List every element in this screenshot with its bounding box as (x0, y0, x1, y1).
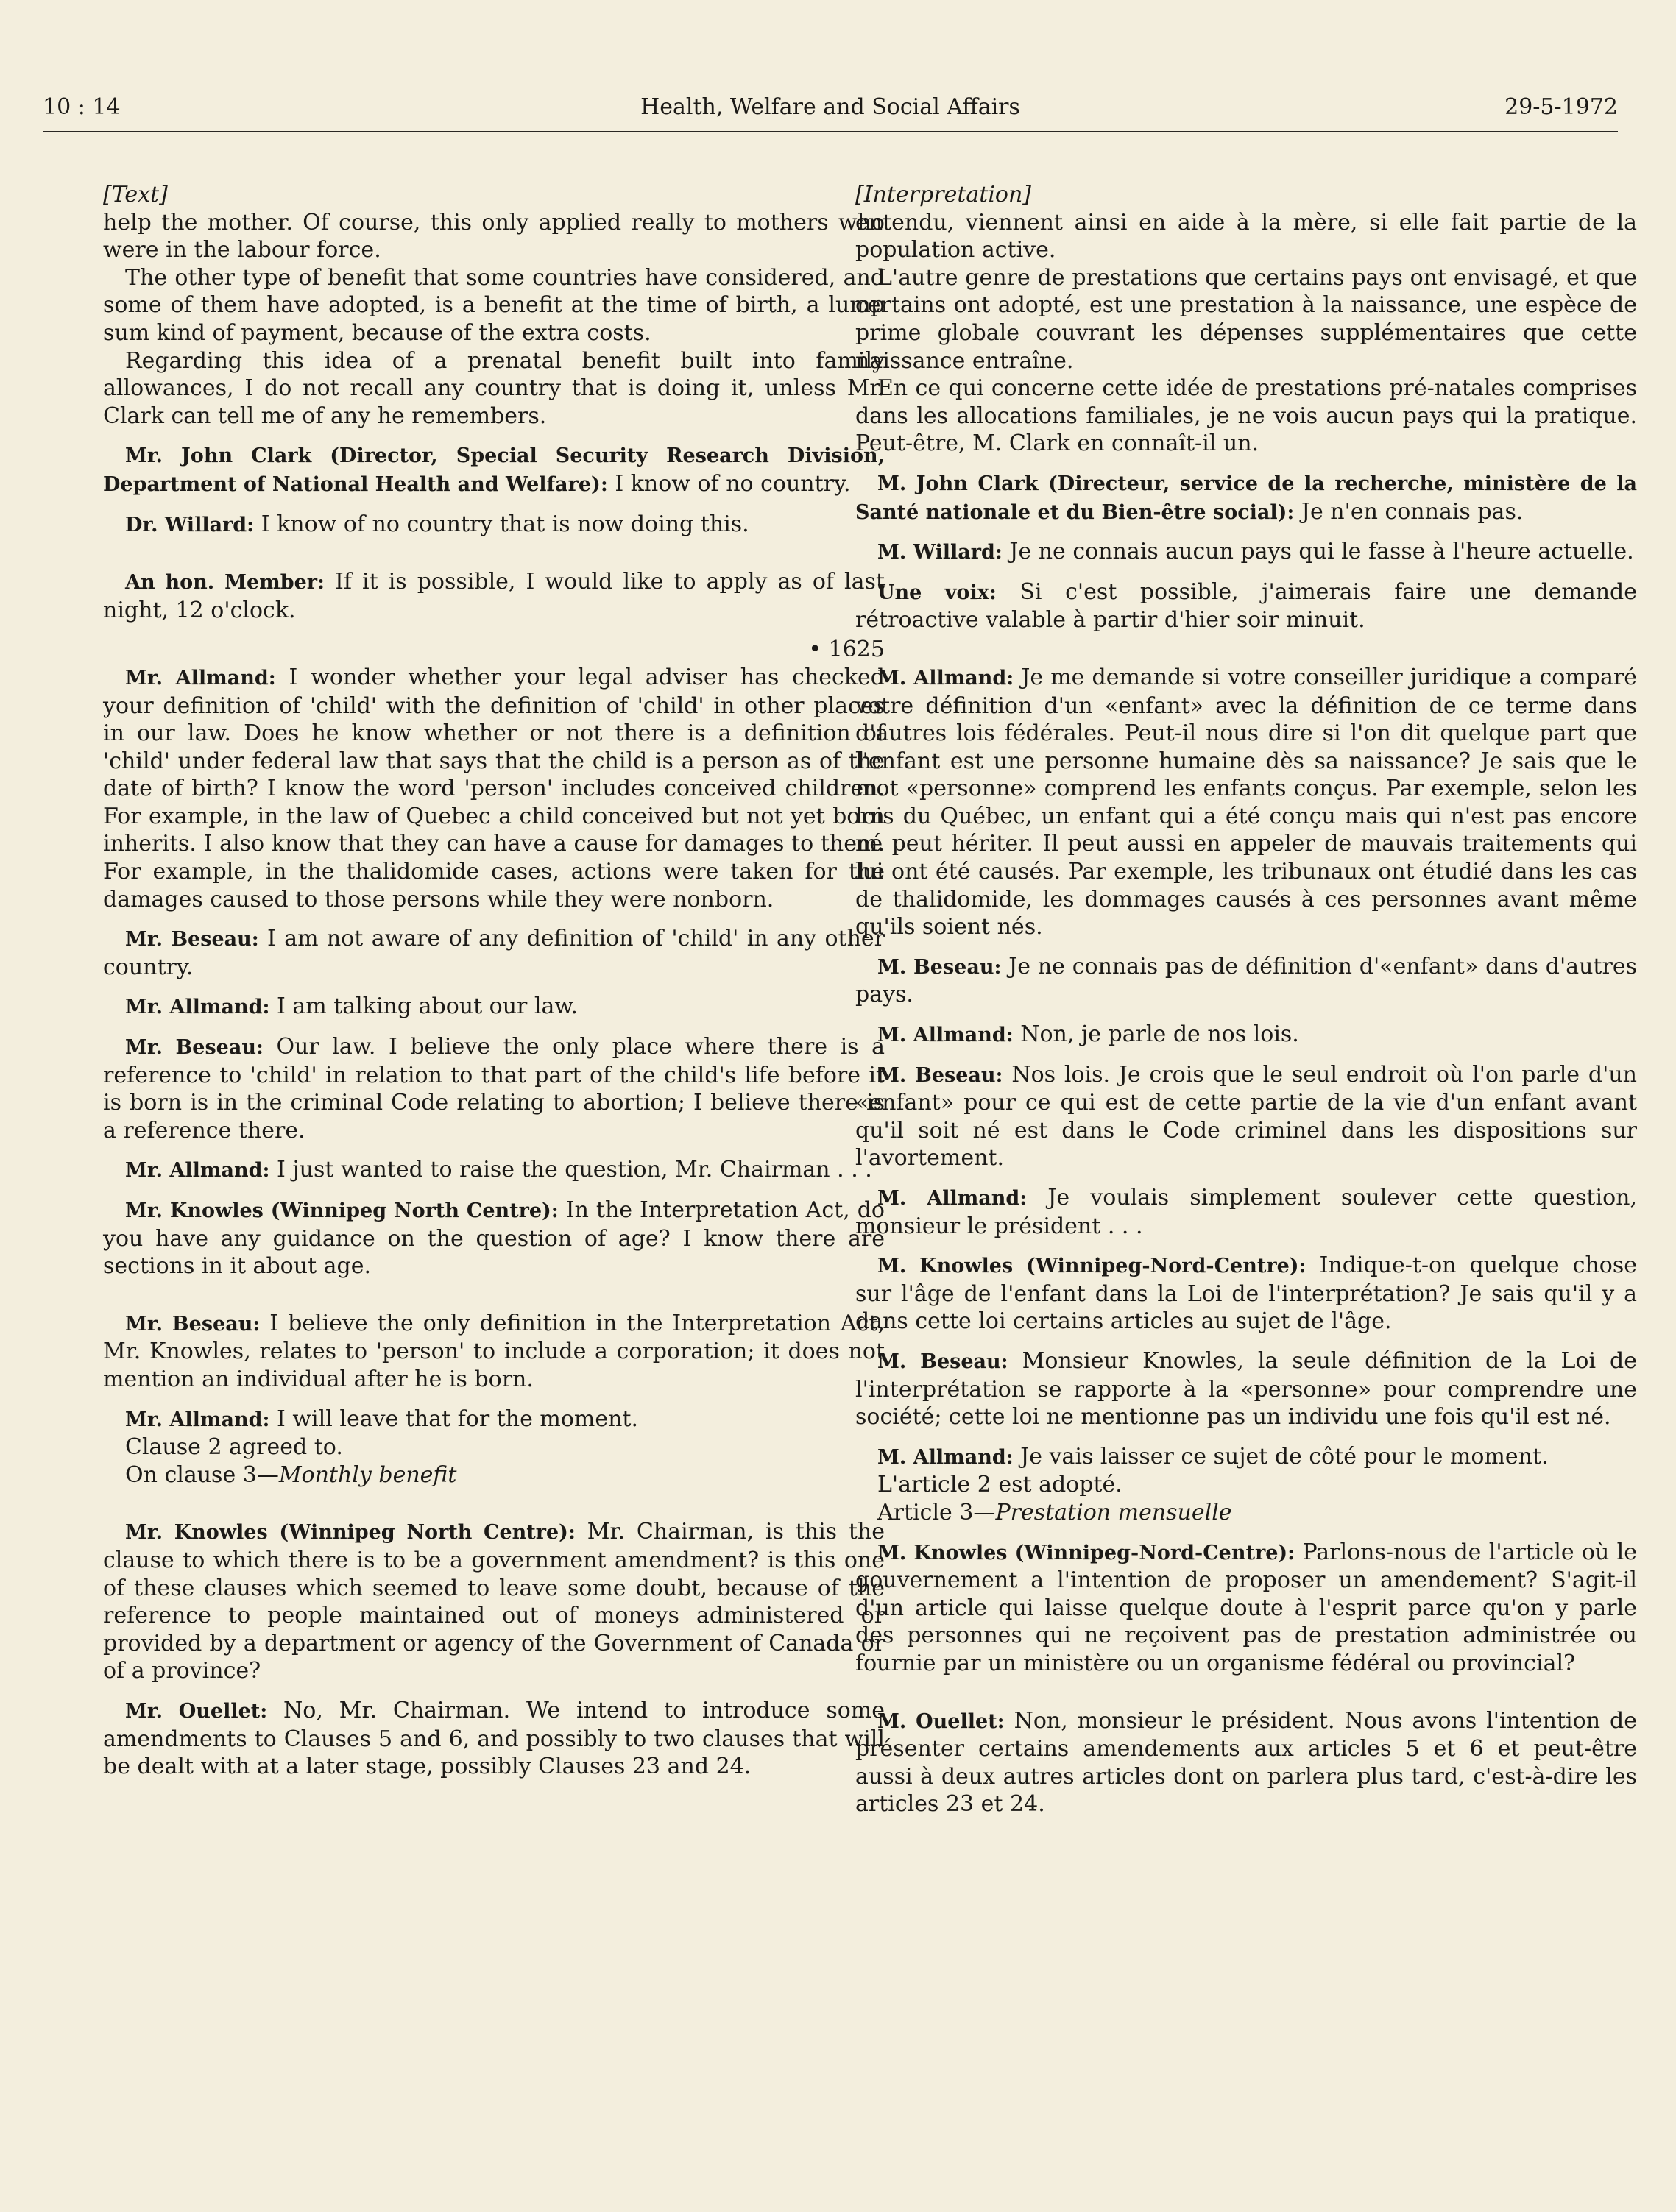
clause-title: Prestation mensuelle (995, 1499, 1232, 1525)
speech-text: In the Interpretation Act, do you have any guidance on the question of age? I know there are sections in it about age. (103, 1197, 885, 1280)
speech-text: No, Mr. Chairman. We intend to introduce some amendments to Clauses 5 and 6, and possibly to two clauses that will be dealt with at a later stage, possibly Clauses 23 and 24. (103, 1697, 885, 1780)
speech-text: Je ne connais pas de définition d'«enfant» dans d'autres pays. (855, 953, 1637, 1008)
speech-text: Monsieur Knowles, la seule définition de la Loi de l'interprétation se rapporte à la «personne» pour comprendre une société; cette loi ne mentionne pas un individu une fois qu'il est né. (855, 1347, 1637, 1431)
speech-text: I know of no country that is now doing this. (254, 511, 749, 537)
speech-text: Je n'en connais pas. (1294, 498, 1524, 525)
speech-text: Non, je parle de nos lois. (1013, 1021, 1299, 1048)
speaker-name: M. Allmand: (877, 1024, 1014, 1047)
speech-text: Parlons-nous de l'article où le gouvernement a l'intention de proposer un amendement? S'agit-il d'un article qui laisse quelque doute à l'esprit parce qu'on y parle des personnes qui ne reçoivent pas de prestation administrée ou fournie par un ministère ou un organisme fédéral ou provincial? (855, 1539, 1637, 1676)
speaker-name: M. Allmand: (877, 1187, 1028, 1210)
speaker-name: Mr. Knowles (Winnipeg North Centre): (125, 1199, 559, 1222)
speaker-name: M. Beseau: (877, 1063, 1003, 1087)
speaker-name: M. Knowles (Winnipeg-Nord-Centre): (877, 1255, 1306, 1278)
section-label: [Text] (103, 182, 168, 208)
speech-text: Non, monsieur le président. Nous avons l'intention de présenter certains amendements aux articles 5 et 6 et peut-être aussi à deux autres articles dont on parlera plus tard, c'est-à-dire les articles 23 et 24. (855, 1707, 1637, 1818)
speech-text: Mr. Chairman, is this the clause to which there is to be a government amendment? is this one of these clauses which seemed to leave some doubt, because of the reference to people maintained out of moneys administered or provided by a department or agency of the Government of Canada or of a province? (103, 1519, 885, 1684)
paragraph: help the mother. Of course, this only applied really to mothers who were in the labour force. (103, 209, 885, 263)
speech-allmand (103, 993, 885, 1021)
speaker-name: M. Willard: (877, 541, 1003, 564)
speech-allmand (855, 1443, 1637, 1472)
speaker-name: Mr. Allmand: (125, 666, 276, 690)
speaker-name: M. Ouellet: (877, 1709, 1005, 1733)
speech-allmand (103, 1156, 885, 1185)
speech-text: Indique-t-on quelque chose sur l'âge de l'enfant dans la Loi de l'interprétation? Je sais qu'il y a dans cette loi certains articles au sujet de l'âge. (855, 1252, 1638, 1335)
page-number: 10 : 14 (43, 94, 121, 120)
speaker-name: Une voix: (877, 581, 997, 604)
speech-beseau (855, 1347, 1637, 1431)
speaker-name: M. Beseau: (877, 1350, 1008, 1373)
speaker-name: Mr. Knowles (Winnipeg North Centre): (125, 1521, 576, 1545)
clause-agreed: L'article 2 est adopté. (877, 1472, 1122, 1498)
speech-willard (103, 511, 885, 539)
speech-allmand (855, 1184, 1637, 1240)
speech-text: Je me demande si votre conseiller juridique a comparé votre définition d'un «enfant» avec la définition de ce terme dans d'autres lois fédérales. Peut-il nous dire si l'on dit quelque part que l'enfant est une personne humaine dès sa naissance? Je sais que le mot «personne» comprend les enfants conçus. Par exemple, selon les lois du Québec, un enfant qui a été conçu mais qui n'est pas encore né peut hériter. Il peut aussi en appeler de mauvais traitements qui lui ont été causés. Par exemple, les tribunaux ont étudié dans les cas de thalidomide, les dommages causés à ces personnes avant même qu'ils soient nés. (855, 664, 1637, 940)
speech-clark (855, 469, 1637, 526)
header-date: 29-5-1972 (1504, 94, 1618, 120)
speech-allmand (855, 664, 1637, 941)
speech-text: Je ne connais aucun pays qui le fasse à l'heure actuelle. (1002, 539, 1634, 565)
speech-beseau (103, 1033, 885, 1144)
running-title: Health, Welfare and Social Affairs (640, 94, 1020, 120)
speech-text: Nos lois. Je crois que le seul endroit où l'on parle d'un «enfant» pour ce qui est de cette partie de la vie d'un enfant avant qu'il soit né est dans le Code criminel dans les dispositions sur l'avortement. (855, 1061, 1637, 1171)
speaker-name: Mr. Allmand: (125, 1408, 270, 1431)
speech-knowles (103, 1197, 885, 1280)
speaker-name: M. Allmand: (877, 1445, 1014, 1469)
speech-allmand (855, 1021, 1637, 1049)
speech-hon-member (103, 568, 885, 624)
page-header (43, 88, 1618, 132)
speech-knowles (855, 1252, 1637, 1336)
speaker-name: Mr. Beseau: (125, 1312, 261, 1336)
speaker-name: Mr. Beseau: (125, 928, 259, 951)
speaker-name: Dr. Willard: (125, 513, 255, 536)
clause-heading (103, 1461, 885, 1489)
speaker-name: Mr. Beseau: (125, 1036, 264, 1060)
speech-text: Je voulais simplement soulever cette question, monsieur le président . . . (855, 1185, 1637, 1239)
speaker-name: M. Beseau: (877, 955, 1002, 979)
speech-text: I will leave that for the moment. (269, 1405, 639, 1432)
speech-text: I just wanted to raise the question, Mr. Chairman . . . (269, 1157, 872, 1183)
speech-allmand (103, 664, 885, 913)
speaker-name: M. Knowles (Winnipeg-Nord-Centre): (877, 1541, 1295, 1564)
speech-clark (103, 442, 885, 498)
speaker-name: M. Allmand: (877, 666, 1014, 690)
speech-beseau (855, 1061, 1637, 1172)
paragraph: Regarding this idea of a prenatal benefit built into family allowances, I do not recall any country that is doing it, unless Mr. Clark can tell me of any he remembers. (103, 347, 885, 429)
paragraph: The other type of benefit that some countries have considered, and some of them have adopted, is a benefit at the time of birth, a lump sum kind of payment, because of the extra costs. (103, 264, 885, 346)
clause-heading (855, 1499, 1637, 1527)
speech-ouellet (103, 1697, 885, 1781)
speech-text: I wonder whether your legal adviser has checked your definition of 'child' with the definition of 'child' in other places in our law. Does he know whether or not there is a definition of 'child' under federal law that says that the child is a person as of the date of birth? I know the word 'person' includes conceived children. For example, in the law of Quebec a child conceived but not yet born inherits. I also know that they can have a cause for damages to them. For example, in the thalidomide cases, actions were taken for the damages caused to those persons while they were nonborn. (103, 664, 885, 912)
time-marker: • 1625 (808, 637, 885, 663)
english-column (103, 181, 885, 1781)
speaker-name: Mr. John Clark (Director, Special Security Research Division, Department of National Health and Welfare): (103, 444, 885, 496)
speech-text: I am not aware of any definition of 'child' in any other country. (103, 926, 885, 980)
speech-beseau (103, 925, 885, 981)
paragraph: L'autre genre de prestations que certains pays ont envisagé, et que certains ont adopté, est une prestation à la naissance, une espèce de prime globale couvrant les dépenses supplémentaires que cette naissance entraîne. (855, 264, 1637, 374)
speech-text: Our law. I believe the only place where there is a reference to 'child' in relation to that part of the child's life before it is born is in the criminal Code relating to abortion; I believe there is a reference there. (103, 1034, 885, 1144)
clause-title: Monthly benefit (278, 1461, 457, 1488)
speech-beseau (103, 1310, 885, 1394)
speaker-name: An hon. Member: (125, 571, 325, 595)
paragraph: En ce qui concerne cette idée de prestations pré-natales comprises dans les allocations familiales, je ne vois aucun pays qui la pratique. Peut-être, M. Clark en connaît-il un. (855, 375, 1637, 457)
speech-text: I am talking about our law. (269, 993, 579, 1020)
speech-knowles (103, 1518, 885, 1685)
paragraph: entendu, viennent ainsi en aide à la mère, si elle fait partie de la population active. (855, 209, 1637, 263)
speech-allmand (103, 1405, 885, 1434)
speech-willard (855, 538, 1637, 567)
speech-text: I know of no country. (607, 470, 851, 497)
speech-text: Je vais laisser ce sujet de côté pour le moment. (1013, 1443, 1549, 1470)
speech-knowles (855, 1539, 1637, 1678)
speech-text: Si c'est possible, j'aimerais faire une demande rétroactive valable à partir d'hier soir minuit. (855, 578, 1637, 634)
speaker-name: Mr. Allmand: (125, 996, 270, 1019)
speaker-name: Mr. Ouellet: (125, 1699, 268, 1723)
section-label: [Interpretation] (855, 182, 1032, 208)
french-column (855, 181, 1637, 1818)
clause-prefix: Article 3— (877, 1499, 996, 1525)
speaker-name: M. John Clark (Directeur, service de la recherche, ministère de la Santé nationale et du Bien-être social): (855, 472, 1637, 524)
speech-beseau (855, 953, 1637, 1009)
speaker-name: Mr. Allmand: (125, 1159, 270, 1183)
speech-ouellet (855, 1707, 1637, 1818)
speech-une-voix (855, 578, 1637, 634)
speech-text: I believe the only definition in the Interpretation Act, Mr. Knowles, relates to 'person' to include a corporation; it does not mention an individual after he is born. (103, 1310, 885, 1392)
speech-text: If it is possible, I would like to apply as of last night, 12 o'clock. (103, 569, 885, 623)
clause-agreed: Clause 2 agreed to. (125, 1434, 343, 1461)
clause-prefix: On clause 3— (125, 1461, 279, 1488)
